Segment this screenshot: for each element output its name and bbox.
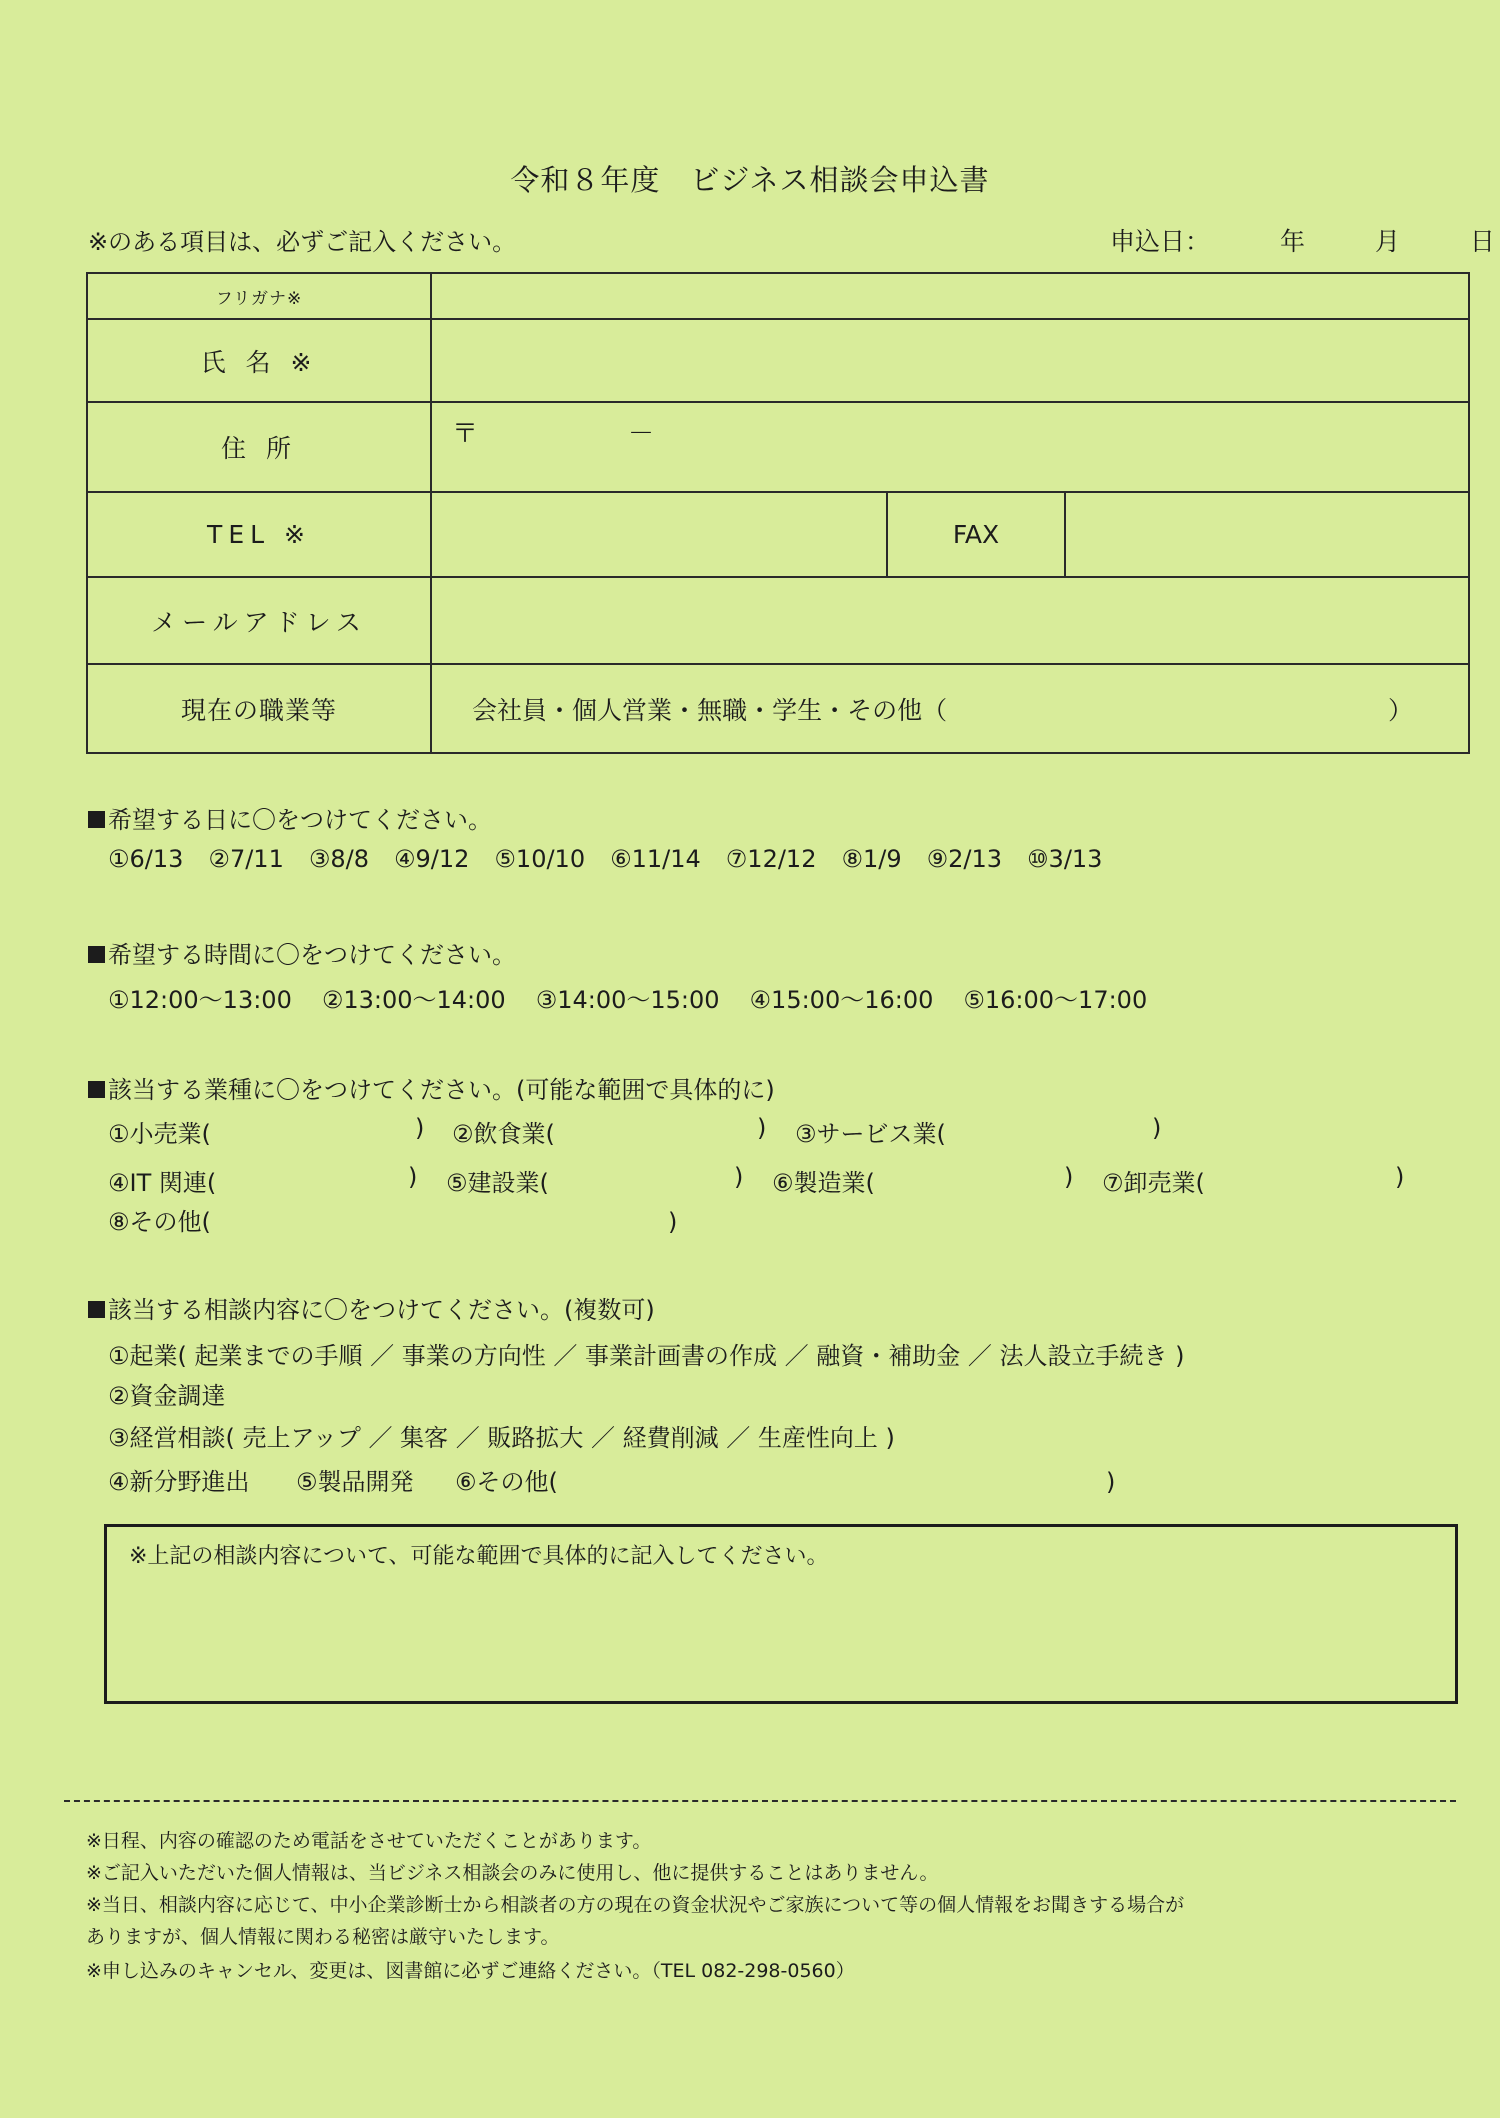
- occupation-separator: ・: [547, 695, 573, 725]
- postal-code: [452, 413, 654, 450]
- fax-field[interactable]: [1065, 492, 1469, 577]
- industry-close: ): [1152, 1114, 1162, 1142]
- email-label: メールアドレス: [87, 577, 431, 664]
- industry-food[interactable]: ②飲食業(: [452, 1120, 555, 1148]
- time-option[interactable]: ①12:00～13:00: [108, 986, 292, 1014]
- time-option[interactable]: ⑤16:00～17:00: [963, 986, 1148, 1014]
- industry-close: ): [734, 1163, 744, 1191]
- occupation-separator: ・: [747, 695, 773, 725]
- page-title: 令和８年度 ビジネス相談会申込書: [510, 163, 990, 197]
- footnote: ※日程、内容の確認のため電話をさせていただくことがあります。: [86, 1830, 652, 1852]
- application-date-label: 申込日：: [1110, 227, 1211, 256]
- date-option[interactable]: ⑧1/9: [841, 845, 902, 873]
- dates-heading-text: 希望する日に〇をつけてください。: [108, 806, 492, 834]
- footnote: ありますが、個人情報に関わる秘密は厳守いたします。: [86, 1926, 560, 1948]
- date-option[interactable]: ⑤10/10: [494, 845, 586, 873]
- date-option[interactable]: ②7/11: [208, 845, 284, 873]
- application-date-year[interactable]: 年: [1279, 227, 1305, 256]
- occupation-self-employed[interactable]: 個人営業: [572, 695, 673, 725]
- consult-funding[interactable]: ②資金調達: [108, 1382, 226, 1410]
- time-option[interactable]: ②13:00～14:00: [321, 986, 506, 1014]
- furigana-label: フリガナ※: [87, 273, 431, 319]
- date-option[interactable]: ①6/13: [108, 845, 184, 873]
- occupation-unemployed[interactable]: 無職: [697, 695, 748, 725]
- industry-heading-text: 該当する業種に〇をつけてください。(可能な範囲で具体的に): [108, 1076, 775, 1104]
- times-section-heading: [88, 935, 516, 970]
- date-options: [108, 845, 1127, 873]
- postal-dash: －: [628, 419, 655, 449]
- date-option[interactable]: ③8/8: [308, 845, 369, 873]
- footnote: ※申し込みのキャンセル、変更は、図書館に必ずご連絡ください。（TEL 082-298-0560）: [86, 1960, 855, 1982]
- industry-section-heading: [88, 1070, 775, 1105]
- industry-service[interactable]: ③サービス業(: [795, 1120, 946, 1148]
- consult-heading-text: 該当する相談内容に〇をつけてください。(複数可): [108, 1296, 655, 1324]
- dates-section-heading: [88, 800, 492, 835]
- application-date: [1110, 222, 1495, 258]
- consult-detail-box[interactable]: [104, 1524, 1458, 1704]
- consult-product-dev[interactable]: ⑤製品開発: [296, 1468, 414, 1496]
- occupation-separator: ・: [822, 695, 848, 725]
- occupation-student[interactable]: 学生: [772, 695, 823, 725]
- time-option[interactable]: ④15:00～16:00: [749, 986, 934, 1014]
- occupation-separator: ・: [672, 695, 698, 725]
- fax-label: FAX: [887, 492, 1065, 577]
- times-heading-text: 希望する時間に〇をつけてください。: [108, 941, 516, 969]
- postal-mark: 〒: [452, 419, 479, 449]
- footnote: ※ご記入いただいた個人情報は、当ビジネス相談会のみに使用し、他に提供することはありません。: [86, 1862, 939, 1884]
- tel-field[interactable]: [431, 492, 887, 577]
- address-field[interactable]: [431, 402, 1469, 492]
- application-date-month[interactable]: 月: [1374, 227, 1400, 256]
- industry-other[interactable]: ⑧その他(: [108, 1208, 211, 1236]
- industry-close: ): [668, 1208, 678, 1236]
- occupation-other[interactable]: その他（: [847, 695, 948, 725]
- furigana-field[interactable]: [431, 273, 1469, 319]
- date-option[interactable]: ⑥11/14: [610, 845, 701, 873]
- industry-it[interactable]: ④IT 関連(: [108, 1169, 217, 1197]
- name-field[interactable]: [431, 319, 1469, 402]
- occupation-other-close: ）: [1387, 695, 1413, 725]
- occupation-label: 現在の職業等: [87, 664, 431, 753]
- industry-close: ): [1395, 1163, 1405, 1191]
- industry-construction[interactable]: ⑤建設業(: [446, 1169, 549, 1197]
- consult-startup[interactable]: ①起業( 起業までの手順 ／ 事業の方向性 ／ 事業計画書の作成 ／ 融資・補助金 ／ 法人設立手続き ): [108, 1342, 1185, 1370]
- bullet-square-icon: [88, 1081, 105, 1098]
- industry-close: ): [757, 1114, 767, 1142]
- bullet-square-icon: [88, 1301, 105, 1318]
- date-option[interactable]: ④9/12: [393, 845, 470, 873]
- required-note: ※のある項目は、必ずご記入ください。: [88, 228, 517, 256]
- date-option[interactable]: ⑨2/13: [926, 845, 1003, 873]
- industry-close: ): [1064, 1163, 1074, 1191]
- industry-close: ): [408, 1163, 418, 1191]
- industry-retail[interactable]: ①小売業(: [108, 1120, 211, 1148]
- time-option[interactable]: ③14:00～15:00: [535, 986, 720, 1014]
- email-field[interactable]: [431, 577, 1469, 664]
- consult-section-heading: [88, 1290, 655, 1325]
- date-option[interactable]: ⑩3/13: [1027, 845, 1103, 873]
- tel-label: TEL ※: [87, 492, 431, 577]
- consult-detail-note: ※上記の相談内容について、可能な範囲で具体的に記入してください。: [129, 1544, 829, 1569]
- address-label: 住 所: [87, 402, 431, 492]
- industry-close: ): [415, 1114, 425, 1142]
- name-label: 氏 名 ※: [87, 319, 431, 402]
- occupation-field: [431, 664, 1469, 753]
- consult-management[interactable]: ③経営相談( 売上アップ ／ 集客 ／ 販路拡大 ／ 経費削減 ／ 生産性向上 ): [108, 1424, 895, 1452]
- industry-wholesale[interactable]: ⑦卸売業(: [1102, 1169, 1205, 1197]
- time-options: [108, 980, 1177, 1015]
- applicant-form: [86, 272, 1470, 754]
- footnote: ※当日、相談内容に応じて、中小企業診断士から相談者の方の現在の資金状況やご家族について等の個人情報をお聞きする場合が: [86, 1894, 1185, 1916]
- consult-other[interactable]: ⑥その他(: [455, 1468, 558, 1496]
- bullet-square-icon: [88, 811, 105, 828]
- consult-other-close: ): [1106, 1468, 1116, 1496]
- date-option[interactable]: ⑦12/12: [725, 845, 817, 873]
- application-date-day[interactable]: 日: [1469, 227, 1495, 256]
- dashed-separator: [64, 1800, 1456, 1802]
- bullet-square-icon: [88, 946, 105, 963]
- consult-new-field[interactable]: ④新分野進出: [108, 1468, 250, 1496]
- industry-manufacturing[interactable]: ⑥製造業(: [772, 1169, 875, 1197]
- occupation-employee[interactable]: 会社員: [472, 695, 548, 725]
